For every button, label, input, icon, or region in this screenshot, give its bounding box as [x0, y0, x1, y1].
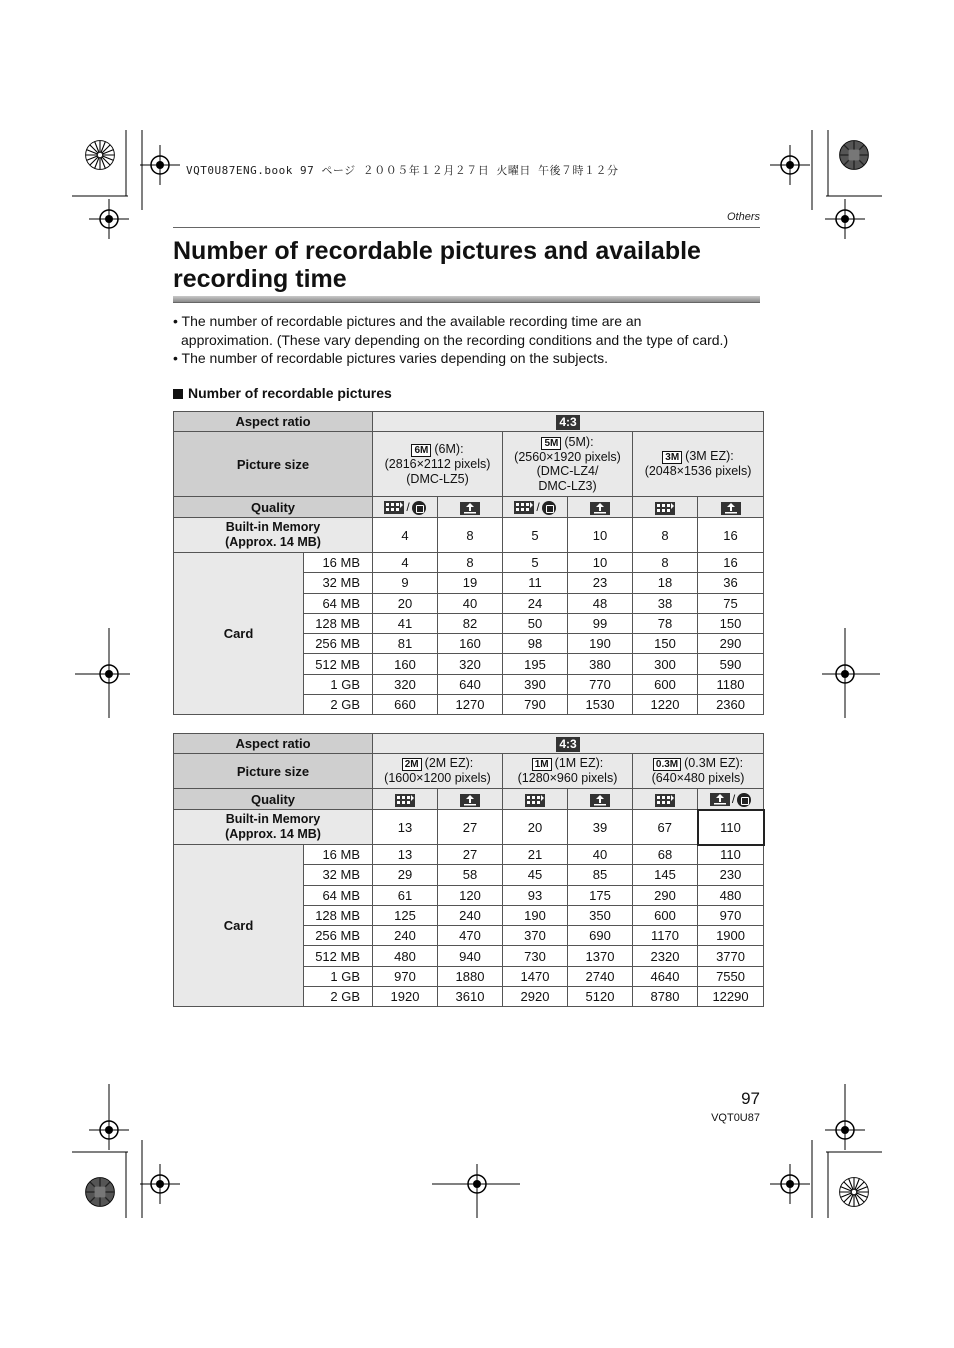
quality-label: Quality	[174, 497, 373, 518]
table-cell: 2920	[503, 987, 568, 1007]
table-cell: 160	[438, 634, 503, 654]
picture-size-1m-icon: 1M	[532, 758, 552, 771]
table-cell: 190	[503, 905, 568, 925]
table-cell: 145	[633, 865, 698, 885]
intro-notes	[173, 312, 773, 368]
quality-fine-icon	[384, 501, 404, 514]
card-size: 2 GB	[304, 695, 373, 715]
table-cell: 2320	[633, 946, 698, 966]
table-cell: 41	[373, 613, 438, 633]
table-cell: 39	[568, 810, 633, 845]
picture-size-3m: 3M (3M EZ): (2048×1536 pixels)	[633, 432, 764, 497]
recordable-pictures-table-1	[173, 411, 764, 715]
card-label: Card	[174, 553, 304, 715]
card-size: 64 MB	[304, 885, 373, 905]
table-cell: 38	[633, 593, 698, 613]
table-cell: 19	[438, 573, 503, 593]
table-cell: 1470	[503, 966, 568, 986]
tiff-icon	[737, 793, 751, 807]
aspect-ratio-value	[373, 412, 764, 432]
table-cell: 240	[438, 905, 503, 925]
table-cell: 1370	[568, 946, 633, 966]
aspect-ratio-badge: 4:3	[556, 737, 579, 752]
table-cell: 730	[503, 946, 568, 966]
table-cell: 8	[633, 518, 698, 553]
table-cell: 98	[503, 634, 568, 654]
picture-size-1m: 1M (1M EZ): (1280×960 pixels)	[503, 754, 633, 789]
model-code: VQT0U87	[711, 1112, 760, 1124]
table-cell: 29	[373, 865, 438, 885]
table-cell: 67	[633, 810, 698, 845]
section-label: Others	[726, 211, 760, 223]
picture-size-0-3m: 0.3M (0.3M EZ): (640×480 pixels)	[633, 754, 764, 789]
table-cell: 27	[438, 845, 503, 865]
table-cell: 190	[568, 634, 633, 654]
table-cell: 600	[633, 905, 698, 925]
table-cell: 380	[568, 654, 633, 674]
picture-size-3m-icon: 3M	[662, 451, 682, 464]
quality-standard-icon	[590, 502, 610, 515]
table-cell: 61	[373, 885, 438, 905]
picture-size-5m-icon: 5M	[541, 437, 561, 450]
page-title-line1: Number of recordable pictures and available	[173, 237, 701, 265]
quality-standard	[438, 497, 503, 518]
table-cell: 4	[373, 553, 438, 573]
table-cell: 160	[373, 654, 438, 674]
aspect-ratio-label: Aspect ratio	[174, 734, 373, 754]
table-cell: 2360	[698, 695, 764, 715]
picture-size-2m-icon: 2M	[402, 758, 422, 771]
table-cell: 81	[373, 634, 438, 654]
table-cell: 50	[503, 613, 568, 633]
table-cell: 195	[503, 654, 568, 674]
table-cell: 16	[698, 518, 764, 553]
quality-fine-raw: /	[373, 497, 438, 518]
table-row	[174, 845, 764, 865]
table-cell: 5	[503, 553, 568, 573]
quality-standard-tiff: /	[698, 789, 764, 810]
table-cell: 150	[633, 634, 698, 654]
aspect-ratio-value	[373, 734, 764, 754]
quality-fine	[373, 789, 438, 810]
table-cell: 18	[633, 573, 698, 593]
quality-fine	[503, 789, 568, 810]
table-cell: 16	[698, 553, 764, 573]
card-size: 512 MB	[304, 654, 373, 674]
quality-fine	[633, 789, 698, 810]
table-cell: 1170	[633, 926, 698, 946]
card-size: 16 MB	[304, 845, 373, 865]
table-cell: 40	[568, 845, 633, 865]
square-bullet-icon	[173, 389, 183, 399]
raw-icon	[542, 501, 556, 515]
quality-standard	[698, 497, 764, 518]
table-cell: 290	[633, 885, 698, 905]
table-cell: 5120	[568, 987, 633, 1007]
quality-standard-icon	[460, 794, 480, 807]
raw-icon	[412, 501, 426, 515]
table-cell: 10	[568, 553, 633, 573]
card-size: 1 GB	[304, 966, 373, 986]
card-size: 256 MB	[304, 634, 373, 654]
table-cell: 48	[568, 593, 633, 613]
table-cell: 23	[568, 573, 633, 593]
table-cell: 1900	[698, 926, 764, 946]
table-cell: 27	[438, 810, 503, 845]
table-cell: 10	[568, 518, 633, 553]
table-cell: 590	[698, 654, 764, 674]
quality-fine-icon	[655, 794, 675, 807]
table-cell: 78	[633, 613, 698, 633]
picture-size-0-3m-icon: 0.3M	[653, 758, 681, 771]
table-cell: 4	[373, 518, 438, 553]
card-size: 512 MB	[304, 946, 373, 966]
table-cell: 320	[373, 674, 438, 694]
card-size: 256 MB	[304, 926, 373, 946]
card-size: 64 MB	[304, 593, 373, 613]
table-cell: 480	[373, 946, 438, 966]
table-cell: 470	[438, 926, 503, 946]
table-cell: 290	[698, 634, 764, 654]
table-cell: 58	[438, 865, 503, 885]
table-cell: 93	[503, 885, 568, 905]
card-size: 128 MB	[304, 905, 373, 925]
table-cell: 970	[698, 905, 764, 925]
table-cell: 3610	[438, 987, 503, 1007]
table-cell: 120	[438, 885, 503, 905]
page-title	[173, 237, 773, 293]
note-1-line1: • The number of recordable pictures and the available recording time are an	[173, 313, 642, 329]
table-cell: 36	[698, 573, 764, 593]
recordable-pictures-table-2	[173, 733, 765, 1007]
table-cell: 690	[568, 926, 633, 946]
table-cell: 175	[568, 885, 633, 905]
quality-standard-icon	[460, 502, 480, 515]
table-cell: 350	[568, 905, 633, 925]
table-cell: 2740	[568, 966, 633, 986]
quality-label: Quality	[174, 789, 373, 810]
table-cell: 770	[568, 674, 633, 694]
quality-fine-raw: /	[503, 497, 568, 518]
table-cell: 24	[503, 593, 568, 613]
aspect-ratio-label: Aspect ratio	[174, 412, 373, 432]
quality-standard	[438, 789, 503, 810]
table-cell: 600	[633, 674, 698, 694]
table-cell: 1220	[633, 695, 698, 715]
table-cell: 480	[698, 885, 764, 905]
table-cell: 8780	[633, 987, 698, 1007]
card-size: 2 GB	[304, 987, 373, 1007]
quality-standard-icon	[721, 502, 741, 515]
quality-fine-icon	[655, 502, 675, 515]
table-cell: 1880	[438, 966, 503, 986]
table-cell: 1270	[438, 695, 503, 715]
table-cell: 660	[373, 695, 438, 715]
quality-fine	[633, 497, 698, 518]
table-cell: 12290	[698, 987, 764, 1007]
card-size: 32 MB	[304, 865, 373, 885]
quality-standard-icon	[710, 793, 730, 806]
quality-fine-icon	[395, 794, 415, 807]
table-cell: 8	[438, 553, 503, 573]
card-label: Card	[174, 845, 304, 1007]
file-info-line: VQT0U87ENG.book 97 ページ ２００５年１２月２７日 火曜日 午後７時１２分	[186, 164, 619, 177]
title-underline	[173, 296, 760, 303]
table-cell: 790	[503, 695, 568, 715]
note-1-line2: approximation. (These vary depending on the recording conditions and the type of card.)	[181, 331, 729, 348]
page-number: 97	[741, 1089, 760, 1108]
picture-size-6m-icon: 6M	[411, 444, 431, 457]
table-cell: 110	[698, 810, 764, 845]
table-cell: 3770	[698, 946, 764, 966]
table-cell: 110	[698, 845, 764, 865]
table-cell: 4640	[633, 966, 698, 986]
table-cell: 13	[373, 810, 438, 845]
table-cell: 99	[568, 613, 633, 633]
picture-size-2m: 2M (2M EZ): (1600×1200 pixels)	[373, 754, 503, 789]
builtin-memory-label: Built-in Memory (Approx. 14 MB)	[174, 810, 373, 845]
card-size: 128 MB	[304, 613, 373, 633]
section-heading-text: Number of recordable pictures	[188, 385, 392, 401]
table-cell: 7550	[698, 966, 764, 986]
table-cell: 8	[438, 518, 503, 553]
quality-fine-icon	[514, 501, 534, 514]
table-cell: 640	[438, 674, 503, 694]
card-size: 1 GB	[304, 674, 373, 694]
table-cell: 9	[373, 573, 438, 593]
card-size: 16 MB	[304, 553, 373, 573]
header-rule	[173, 227, 760, 228]
table-cell: 68	[633, 845, 698, 865]
table-cell: 1180	[698, 674, 764, 694]
aspect-ratio-badge: 4:3	[556, 415, 579, 430]
table-cell: 300	[633, 654, 698, 674]
table-cell: 940	[438, 946, 503, 966]
picture-size-label: Picture size	[174, 754, 373, 789]
table-cell: 5	[503, 518, 568, 553]
table-cell: 125	[373, 905, 438, 925]
card-size: 32 MB	[304, 573, 373, 593]
table-cell: 150	[698, 613, 764, 633]
table-cell: 230	[698, 865, 764, 885]
table-cell: 21	[503, 845, 568, 865]
table-cell: 8	[633, 553, 698, 573]
table-row	[174, 553, 764, 573]
table-cell: 20	[373, 593, 438, 613]
quality-standard	[568, 789, 633, 810]
picture-size-6m: 6M (6M): (2816×2112 pixels) (DMC-LZ5)	[373, 432, 503, 497]
table-cell: 75	[698, 593, 764, 613]
table-cell: 240	[373, 926, 438, 946]
quality-standard-icon	[590, 794, 610, 807]
builtin-memory-label: Built-in Memory (Approx. 14 MB)	[174, 518, 373, 553]
quality-standard	[568, 497, 633, 518]
table-cell: 1920	[373, 987, 438, 1007]
table-cell: 82	[438, 613, 503, 633]
picture-size-label: Picture size	[174, 432, 373, 497]
table-cell: 11	[503, 573, 568, 593]
table-cell: 320	[438, 654, 503, 674]
table-cell: 45	[503, 865, 568, 885]
page-title-line2: recording time	[173, 265, 347, 293]
table-cell: 20	[503, 810, 568, 845]
table-cell: 1530	[568, 695, 633, 715]
table-cell: 85	[568, 865, 633, 885]
table-cell: 970	[373, 966, 438, 986]
table-cell: 40	[438, 593, 503, 613]
section-heading	[173, 385, 392, 401]
picture-size-5m: 5M (5M): (2560×1920 pixels) (DMC-LZ4/ DMC-LZ3)	[503, 432, 633, 497]
quality-fine-icon	[525, 794, 545, 807]
table-cell: 370	[503, 926, 568, 946]
note-2: • The number of recordable pictures varies depending on the subjects.	[173, 350, 609, 366]
table-cell: 390	[503, 674, 568, 694]
table-cell: 13	[373, 845, 438, 865]
